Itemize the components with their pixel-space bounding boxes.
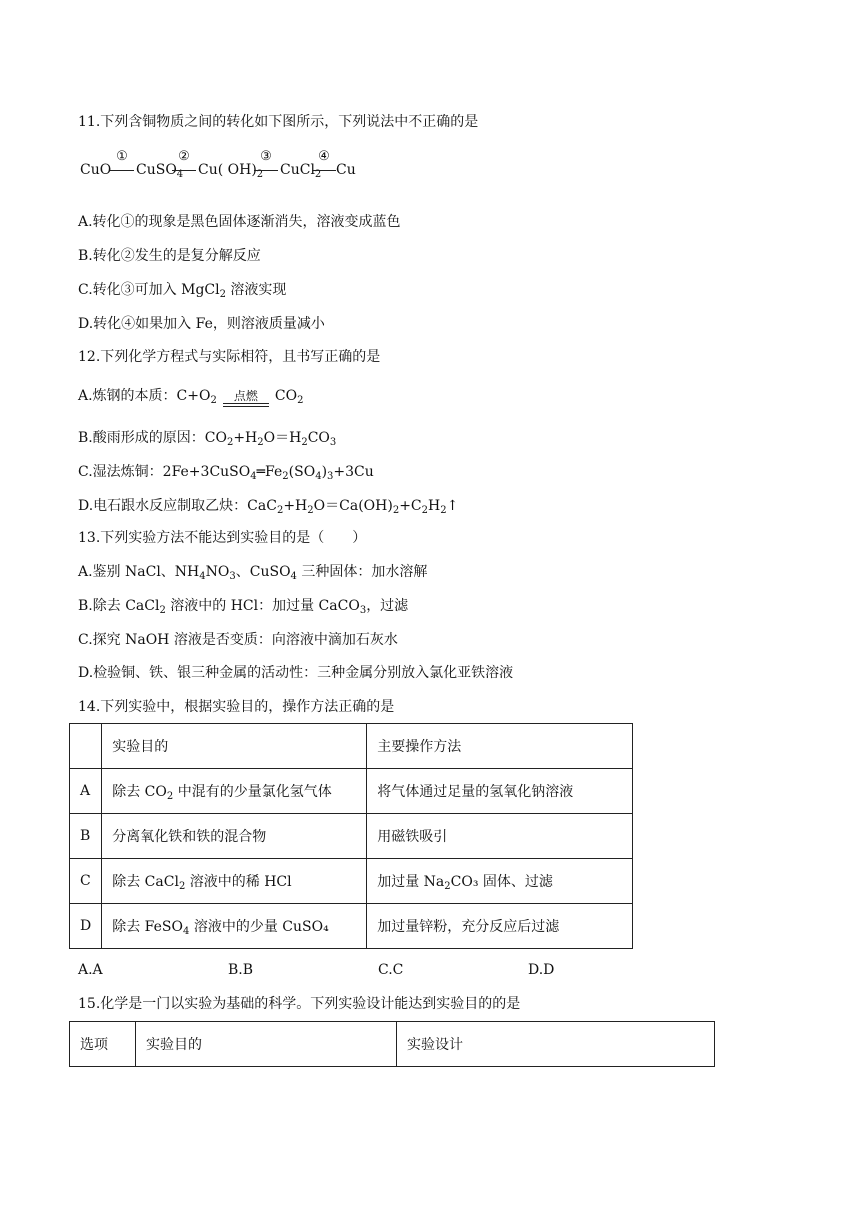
row-purpose: 分离氧化铁和铁的混合物 xyxy=(102,814,367,859)
q11-stem: 11.下列含铜物质之间的转化如下图所示，下列说法中不正确的是 xyxy=(78,114,479,130)
q15-stem: 15.化学是一门以实验为基础的科学。下列实验设计能达到实验目的的是 xyxy=(78,996,521,1012)
table-header-row xyxy=(70,1022,715,1067)
row-key: B xyxy=(70,814,102,859)
q14-option-b: B.B xyxy=(228,962,254,978)
row-key: A xyxy=(70,769,102,814)
scheme-arrow-4: ④ xyxy=(312,150,336,171)
q14-option-c: C.C xyxy=(378,962,404,978)
reaction-condition: 点燃 xyxy=(223,390,269,407)
header-purpose: 实验目的 xyxy=(136,1022,397,1067)
q13-option-d: D.检验铜、铁、银三种金属的活动性：三种金属分别放入氯化亚铁溶液 xyxy=(78,665,514,681)
table-header-row xyxy=(70,724,633,769)
row-method: 用磁铁吸引 xyxy=(367,814,633,859)
q11-option-a: A.转化①的现象是黑色固体逐渐消失，溶液变成蓝色 xyxy=(78,214,401,230)
q13-option-a: A.鉴别 NaCl、$NH_4NO_3$、CuSO$_4$ 三种固体：加水溶解 xyxy=(78,564,428,582)
q12-option-d: D.电石跟水反应制取乙炔：$CaC_2+H_2O=Ca(OH)_2+C_2H_2↑$ xyxy=(78,498,459,516)
table-row xyxy=(70,769,633,814)
q11-option-b: B.转化②发生的是复分解反应 xyxy=(78,248,261,264)
q14-option-d: D.D xyxy=(528,962,555,978)
q13-option-b: B.除去 CaCl$_2$ 溶液中的 HCl：加过量 CaCO$_3$，过滤 xyxy=(78,598,409,616)
scheme-arrow-3: ③ xyxy=(254,150,278,171)
q13-option-c: C.探究 NaOH 溶液是否变质：向溶液中滴加石灰水 xyxy=(78,632,398,648)
q13-stem: 13.下列实验方法不能达到实验目的是（ ） xyxy=(78,530,367,546)
row-key: C xyxy=(70,859,102,904)
row-purpose: 除去 CaCl$_2$ 溶液中的稀 HCl xyxy=(102,859,367,904)
q15-table xyxy=(69,1021,715,1067)
q12-option-a: A.炼钢的本质：$C+O_2$ 点燃 $CO_2$ xyxy=(78,388,304,406)
row-key: D xyxy=(70,904,102,949)
q11-option-c: C.转化③可加入 MgCl$_2$ 溶液实现 xyxy=(78,282,287,300)
table-row xyxy=(70,814,633,859)
scheme-species-cucl2: CuCl$_2$ xyxy=(280,162,322,180)
q11-conversion-scheme xyxy=(80,148,380,188)
scheme-species-cu: Cu xyxy=(336,162,356,178)
header-method: 主要操作方法 xyxy=(367,724,633,769)
header-design: 实验设计 xyxy=(397,1022,715,1067)
row-method: 加过量锌粉，充分反应后过滤 xyxy=(367,904,633,949)
scheme-species-cuo: CuO xyxy=(80,162,112,178)
scheme-arrow-1: ① xyxy=(110,150,134,171)
q14-stem: 14.下列实验中，根据实验目的，操作方法正确的是 xyxy=(78,699,395,715)
header-purpose: 实验目的 xyxy=(102,724,367,769)
q12-stem: 12.下列化学方程式与实际相符，且书写正确的是 xyxy=(78,349,381,365)
q14-answer-options xyxy=(78,962,678,982)
q11-option-d: D.转化④如果加入 Fe，则溶液质量减小 xyxy=(78,316,325,332)
q12-option-b: B.酸雨形成的原因：$CO_2+H_2O=H_2CO_3$ xyxy=(78,430,337,448)
row-method: 将气体通过足量的氢氧化钠溶液 xyxy=(367,769,633,814)
header-choice: 选项 xyxy=(70,1022,136,1067)
row-method: 加过量 $Na_2CO_3$ 固体、过滤 xyxy=(367,859,633,904)
table-row xyxy=(70,904,633,949)
scheme-species-cuso4: CuSO$_4$ xyxy=(136,162,184,180)
q14-option-a: A.A xyxy=(78,962,103,978)
q14-table xyxy=(69,723,633,949)
scheme-species-cuoh2: Cu( $OH)_2$ xyxy=(198,162,264,180)
row-purpose: 除去 $CO_2$ 中混有的少量氯化氢气体 xyxy=(102,769,367,814)
q12-option-c: C.湿法炼铜：$2Fe+3CuSO_4═Fe_2(SO_4)_3+3Cu$ xyxy=(78,464,374,482)
scheme-arrow-2: ② xyxy=(172,150,196,171)
table-row xyxy=(70,859,633,904)
row-purpose: 除去 FeSO$_4$ 溶液中的少量 CuSO₄ xyxy=(102,904,367,949)
